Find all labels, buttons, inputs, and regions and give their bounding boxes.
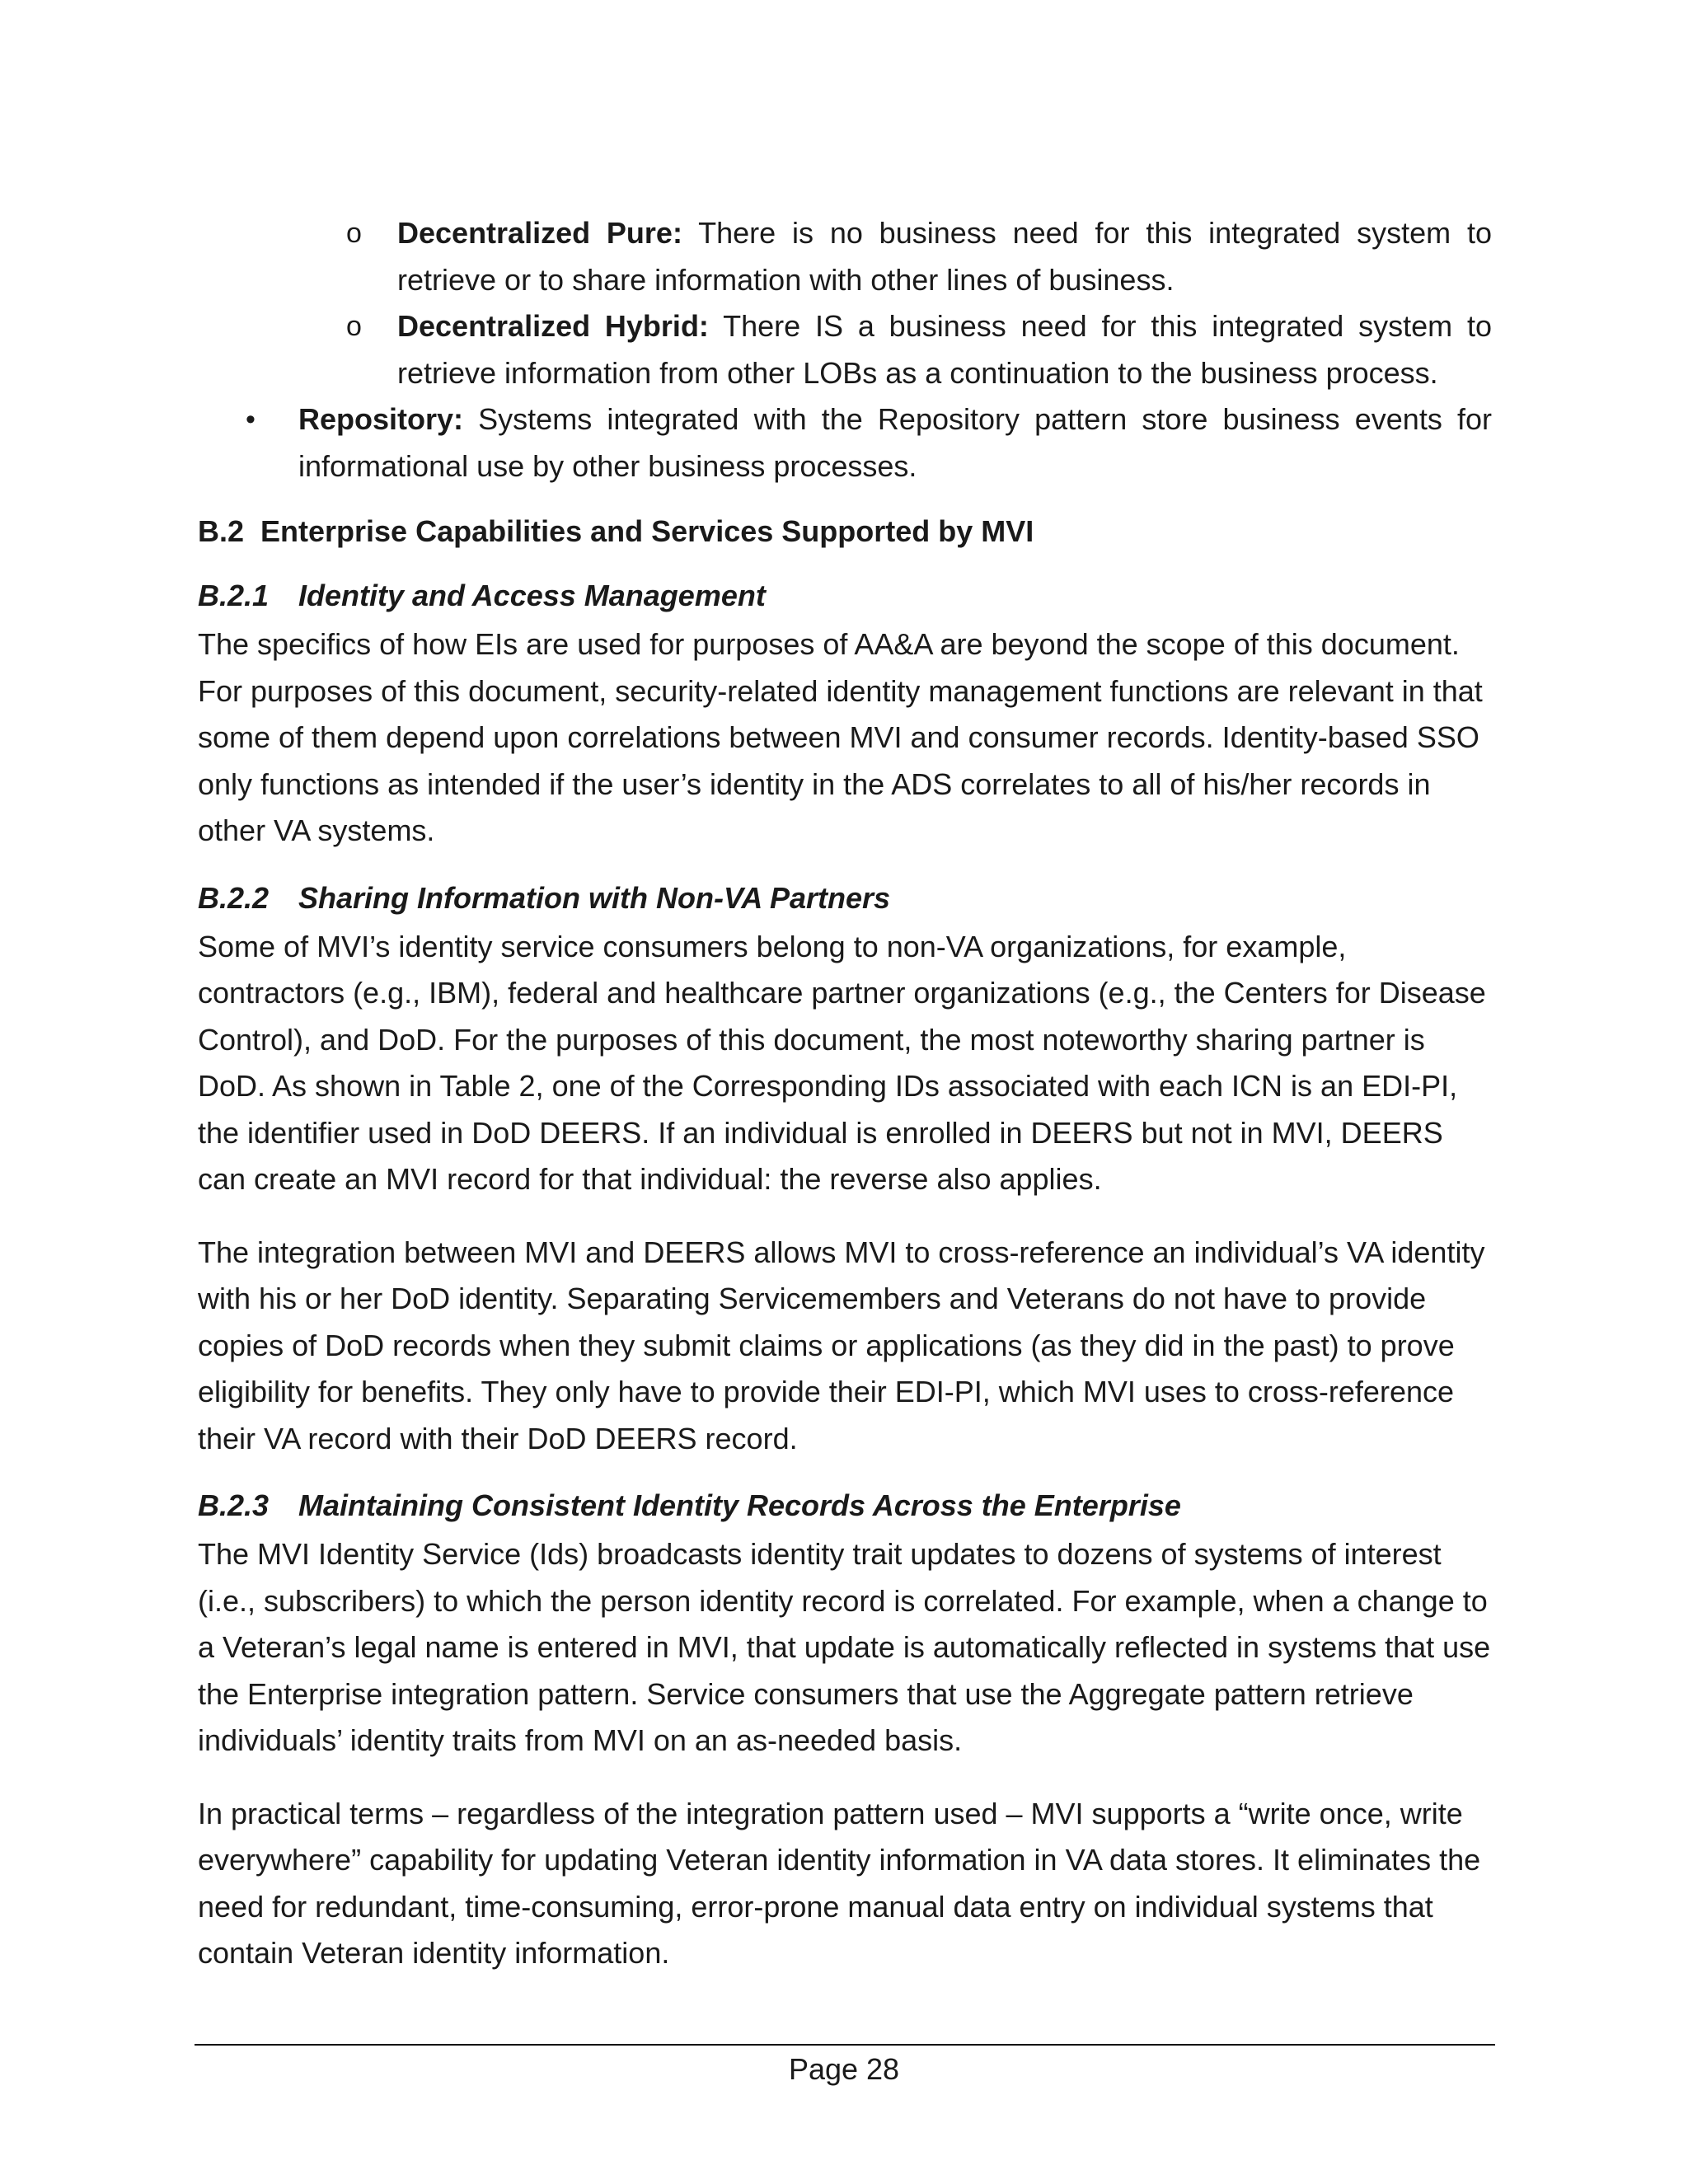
list-marker: o — [346, 311, 362, 342]
footer-divider — [195, 2044, 1495, 2046]
list-item-repository — [198, 396, 1492, 490]
list-text: There IS a business need for this integrated system to retrieve information from other LOBs as a continuation to the business process. — [397, 309, 1493, 390]
paragraph-sharing-2: The integration between MVI and DEERS allows MVI to cross-reference an individual’s VA identity with his or her DoD identity. Separating Servicemembers and Veterans do not have to provide copies of DoD records when they submit claims or applications (as they did in the past) to prove eligibility for benefits. They only have to provide their EDI-PI, which MVI uses to cross-reference their VA record with their DoD DEERS record. — [198, 1235, 1485, 1455]
section-title: Enterprise Capabilities and Services Supported by MVI — [260, 514, 1034, 548]
section-heading-b2 — [198, 511, 1492, 552]
list-term: Decentralized Hybrid: — [397, 309, 709, 343]
list-marker: o — [346, 218, 362, 249]
section-number: B.2.3 — [198, 1488, 270, 1522]
section-title: Maintaining Consistent Identity Records Across the Enterprise — [298, 1488, 1181, 1522]
list-term: Repository: — [298, 402, 464, 436]
paragraph-consistent-2: In practical terms – regardless of the integration pattern used – MVI supports a “write once, write everywhere” capability for updating Veteran identity information in VA data stores. It eliminates the need for redundant, time-consuming, error-prone manual data entry on individual systems that contain Veteran identity information. — [198, 1796, 1481, 1970]
list-text: Systems integrated with the Repository pattern store business events for informational use by other business processes. — [298, 402, 1492, 483]
list-item-decentralized-pure — [198, 210, 1492, 303]
section-number: B.2.2 — [198, 880, 270, 915]
list-text: There is no business need for this integrated system to retrieve or to share information with other lines of business. — [397, 216, 1492, 297]
section-title: Sharing Information with Non-VA Partners — [298, 880, 891, 915]
document-page — [198, 210, 1492, 1977]
list-term: Decentralized Pure: — [397, 216, 682, 250]
list-item-decentralized-hybrid — [198, 303, 1492, 396]
paragraph-sharing-1: Some of MVI’s identity service consumers belong to non-VA organizations, for example, contractors (e.g., IBM), federal and healthcare partner organizations (e.g., the Centers for Disease Control), and DoD. For the purposes of this document, the most noteworthy sharing partner is DoD. As shown in Table 2, one of the Corresponding IDs associated with each ICN is an EDI-PI, the identifier used in DoD DEERS. If an individual is enrolled in DEERS but not in MVI, DEERS can create an MVI record for that individual: the reverse also applies. — [198, 929, 1486, 1196]
section-heading-b21 — [198, 575, 1492, 616]
section-number: B.2 — [198, 514, 245, 548]
section-heading-b22 — [198, 878, 1492, 919]
section-title: Identity and Access Management — [298, 579, 766, 612]
section-number: B.2.1 — [198, 579, 270, 612]
page-number: Page 28 — [788, 2052, 900, 2086]
bullet-marker: • — [246, 404, 256, 435]
paragraph-consistent-1: The MVI Identity Service (Ids) broadcasts identity trait updates to dozens of systems of interest (i.e., subscribers) to which the person identity record is correlated. For example, when a change to a Veteran’s legal name is entered in MVI, that update is automatically reflected in systems that use the Enterprise integration pattern. Service consumers that use the Aggregate pattern retrieve individuals’ identity traits from MVI on an as-needed basis. — [198, 1537, 1491, 1757]
paragraph-identity-access: The specifics of how EIs are used for purposes of AA&A are beyond the scope of this document. For purposes of this document, security-related identity management functions are relevant in that some of them depend upon correlations between MVI and consumer records. Identity-based SSO only functions as intended if the user’s identity in the ADS correlates to all of his/her records in other VA systems. — [198, 627, 1483, 847]
section-heading-b23 — [198, 1485, 1492, 1526]
